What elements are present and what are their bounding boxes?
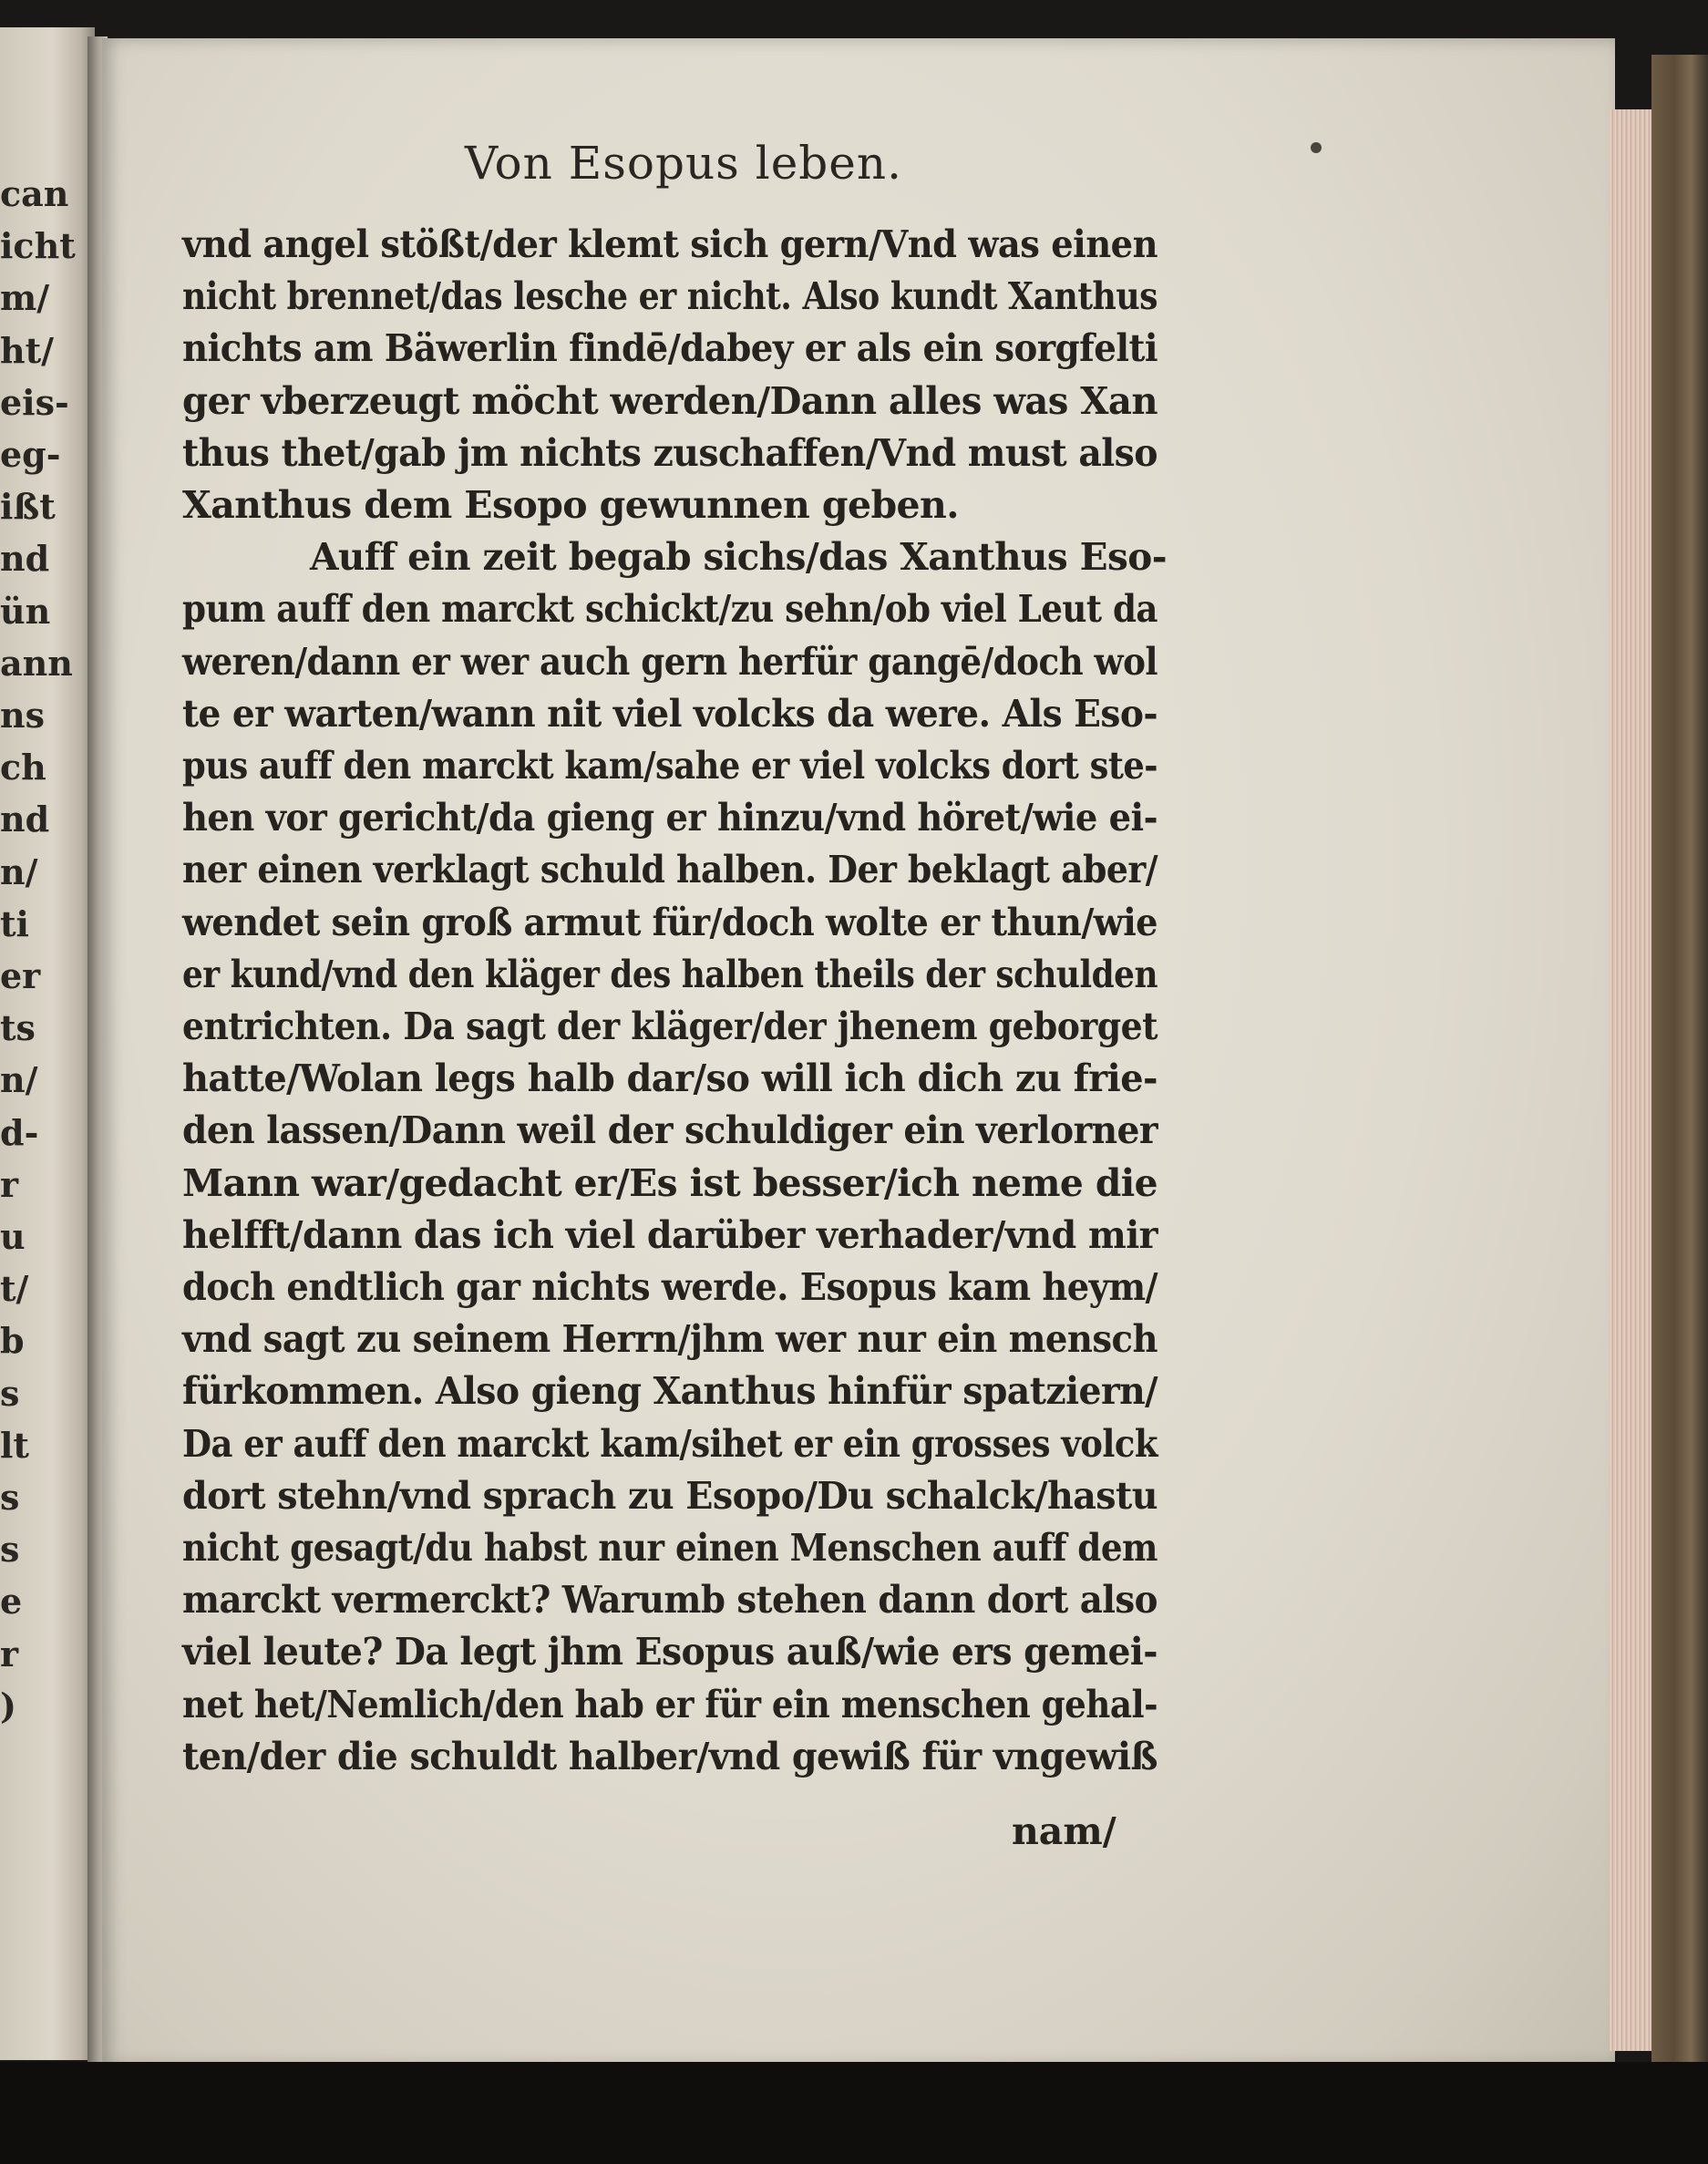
left-page-fragment: lt	[0, 1424, 29, 1466]
background-shadow	[0, 2062, 1708, 2164]
text-line: ger vberzeugt möcht werden/Dann alles was Xan	[182, 378, 1158, 423]
left-page-fragment: t/	[0, 1268, 29, 1310]
left-page-fragment: d-	[0, 1111, 39, 1153]
text-line: vnd sagt zu seinem Herrn/jhm wer nur ein mensch	[182, 1317, 1158, 1362]
left-page-fragment: r	[0, 1163, 19, 1205]
text-line: nicht gesagt/du habst nur einen Menschen auff dem	[182, 1526, 1158, 1570]
left-page-fragment: u	[0, 1216, 26, 1257]
book-cover-edge	[1651, 55, 1708, 2164]
left-page-fragment: ann	[0, 642, 73, 684]
left-page-fragment: )	[0, 1685, 16, 1726]
text-line: Xanthus dem Esopo gewunnen geben.	[182, 483, 959, 527]
left-page-fragment: ün	[0, 590, 51, 632]
left-page-fragment: n/	[0, 1059, 38, 1101]
catchword: nam/	[1012, 1809, 1116, 1853]
left-page-fragment: ch	[0, 747, 46, 788]
text-line: wendet sein groß armut für/doch wolte er thun/wie	[182, 900, 1158, 944]
left-page-fragment: eg-	[0, 434, 61, 475]
text-line: pus auff den marckt kam/sahe er viel volcks dort ste-	[182, 744, 1158, 788]
text-line: dort stehn/vnd sprach zu Esopo/Du schalck/hastu	[182, 1473, 1158, 1518]
left-page-fragment: ns	[0, 695, 46, 736]
left-page-fragment: n/	[0, 850, 38, 892]
running-head: Von Esopus leben.	[464, 137, 902, 190]
left-page-fragment: r	[0, 1633, 19, 1675]
text-line: helfft/dann das ich viel darüber verhader/vnd mir	[182, 1212, 1158, 1257]
text-line: vnd angel stößt/der klemt sich gern/Vnd was einen	[182, 222, 1158, 266]
text-line: entrichten. Da sagt der kläger/der jhenem geborget	[182, 1005, 1158, 1048]
text-line: pum auff den marckt schickt/zu sehn/ob viel Leut da	[182, 587, 1158, 632]
text-line: hen vor gericht/da gieng er hinzu/vnd höret/wie ei-	[182, 796, 1158, 840]
left-page-fragment: ts	[0, 1007, 36, 1049]
left-page-fragment: can	[0, 173, 69, 214]
text-line: ten/der die schuldt halber/vnd gewiß für vngewiß	[182, 1734, 1158, 1778]
text-line: marckt vermerckt? Warumb stehen dann dort also	[182, 1578, 1158, 1623]
left-page-fragment: e	[0, 1581, 23, 1623]
left-page-fragment: icht	[0, 225, 76, 267]
text-line: weren/dann er wer auch gern herfür gangē/doch wol	[182, 639, 1158, 684]
left-page-fragment: s	[0, 1477, 20, 1518]
text-line: te er warten/wann nit viel volcks da were. Als Eso-	[182, 691, 1158, 736]
left-page-fragment: b	[0, 1320, 25, 1362]
left-page-fragment: s	[0, 1529, 20, 1571]
text-line: doch endtlich gar nichts werde. Esopus kam heym/	[182, 1265, 1158, 1309]
text-line: Auff ein zeit begab sichs/das Xanthus Eso-	[310, 535, 1167, 580]
text-line: fürkommen. Also gieng Xanthus hinfür spatziern/	[182, 1369, 1158, 1414]
text-line: ner einen verklagt schuld halben. Der beklagt aber/	[182, 848, 1158, 892]
left-facing-page	[0, 27, 95, 2060]
page-block-edges	[1610, 109, 1651, 2051]
text-line: Da er auff den marckt kam/sihet er ein grosses volck	[182, 1421, 1158, 1466]
text-line: net het/Nemlich/den hab er für ein menschen gehal-	[182, 1682, 1158, 1726]
text-line: den lassen/Dann weil der schuldiger ein verlorner	[182, 1108, 1158, 1153]
left-page-fragment: eis-	[0, 381, 69, 423]
ink-speck	[1311, 142, 1322, 153]
text-line: nicht brennet/das lesche er nicht. Also kundt Xanthus	[182, 274, 1158, 319]
left-page-fragment: ißt	[0, 486, 56, 528]
left-page-fragment: m/	[0, 277, 50, 319]
left-page-fragment: nd	[0, 538, 50, 580]
text-line: viel leute? Da legt jhm Esopus auß/wie ers gemei-	[182, 1630, 1158, 1675]
text-line: thus thet/gab jm nichts zuschaffen/Vnd must also	[182, 430, 1158, 475]
text-line: hatte/Wolan legs halb dar/so will ich dich zu frie-	[182, 1056, 1158, 1101]
left-page-fragment: ht/	[0, 329, 55, 371]
left-page-fragment: er	[0, 955, 41, 996]
text-line: nichts am Bäwerlin findē/dabey er als ein sorgfelti	[182, 326, 1158, 371]
left-page-fragment: nd	[0, 799, 50, 840]
left-page-fragment: s	[0, 1372, 20, 1414]
left-page-fragment: ti	[0, 902, 29, 944]
text-line: Mann war/gedacht er/Es ist besser/ich neme die	[182, 1160, 1158, 1205]
text-line: er kund/vnd den kläger des halben theils der schulden	[182, 952, 1158, 996]
